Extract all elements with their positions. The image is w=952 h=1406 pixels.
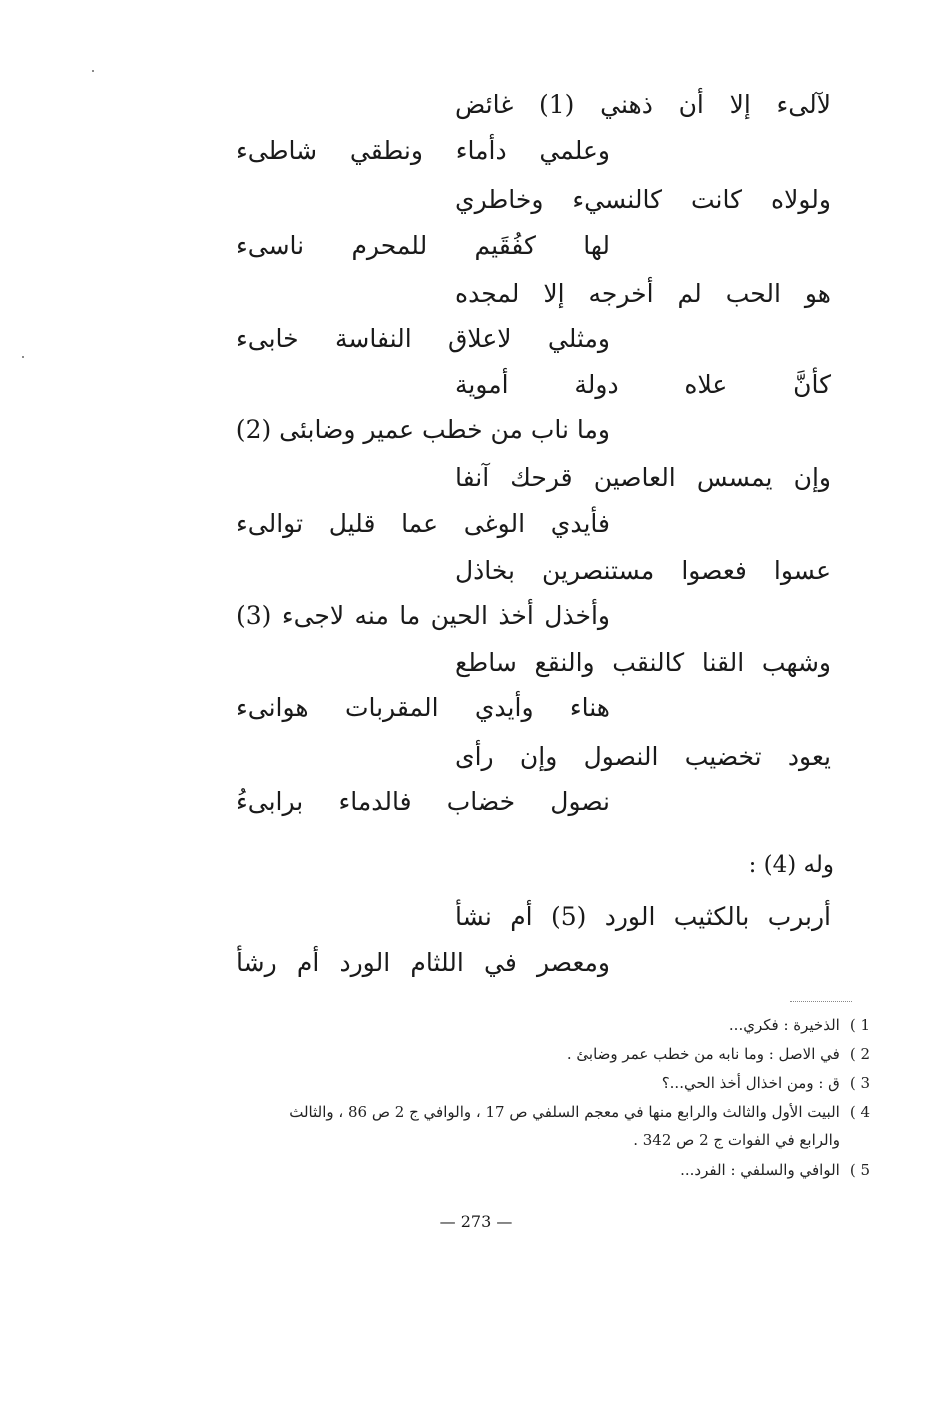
verse-2-second-hemistich: لها كفُقَيم للمحرم ناسىء xyxy=(236,231,610,260)
footnote-number: 1 ) xyxy=(849,1016,870,1034)
verse-7-first-hemistich: وشهب القنا كالنقب والنقع ساطع xyxy=(455,648,831,677)
footnote-1 xyxy=(729,1014,870,1036)
verse-4-first-hemistich: كأنَّ علاه دولة أموية xyxy=(455,370,831,399)
verse-3-first-hemistich: هو الحب لم أخرجه إلا لمجده xyxy=(455,279,831,308)
footnote-4 xyxy=(289,1101,870,1123)
scan-speck xyxy=(92,70,94,72)
footnote-5 xyxy=(680,1159,870,1181)
verse-9-second-hemistich: ومعصر في اللثام الورد أم رشأ xyxy=(236,948,610,977)
footnote-4-continuation: والرابع في الفوات ج 2 ص 342 . xyxy=(633,1131,840,1149)
scan-speck xyxy=(22,356,24,358)
footnote-text: ق : ومن اخذال أخذ الحي...؟ xyxy=(661,1074,840,1092)
verse-8-second-hemistich: نصول خضاب فالدماء برابىءُ xyxy=(236,787,610,816)
footnote-text: الذخيرة : فكري... xyxy=(728,1016,840,1034)
footnote-text: الوافي والسلفي : الفرد... xyxy=(680,1161,840,1179)
verse-1-second-hemistich: وعلمي دأماء ونطقي شاطىء xyxy=(236,136,610,165)
footnote-number: 4 ) xyxy=(849,1103,870,1121)
poem-intro: وله (4) : xyxy=(748,852,834,878)
footnote-text: البيت الأول والثالث والرابع منها في معجم السلفي ص 17 ، والوافي ج 2 ص 86 ، والثالث xyxy=(289,1103,840,1121)
footnote-number: 3 ) xyxy=(849,1074,870,1092)
verse-2-first-hemistich: ولولاه كانت كالنسيء وخاطري xyxy=(455,185,831,214)
verse-5-second-hemistich: فأيدي الوغى عما قليل توالىء xyxy=(236,509,610,538)
verse-5-first-hemistich: وإن يمسس العاصين قرحك آنفا xyxy=(455,463,831,492)
verse-8-first-hemistich: يعود تخضيب النصول وإن رأى xyxy=(455,742,831,771)
footnote-text: في الاصل : وما نابه من خطب عمر وضابئ . xyxy=(566,1045,840,1063)
verse-9-first-hemistich: أربرب بالكثيب الورد (5) أم نشأ xyxy=(455,902,831,931)
verse-6-first-hemistich: عسوا فعصوا مستنصرين بخاذل xyxy=(455,556,831,585)
footnote-number: 5 ) xyxy=(849,1161,870,1179)
footnote-number: 2 ) xyxy=(849,1045,870,1063)
footnote-3 xyxy=(662,1072,870,1094)
verse-4-second-hemistich: وما ناب من خطب عمير وضابئى (2) xyxy=(235,415,610,444)
verse-6-second-hemistich: وأخذل أخذ الحين ما منه لاجىء (3) xyxy=(236,601,610,630)
footnote-2 xyxy=(567,1043,870,1065)
footnote-separator xyxy=(790,1001,852,1002)
verse-3-second-hemistich: ومثلي لاعلاق النفاسة خابىء xyxy=(236,324,610,353)
verse-7-second-hemistich: هناء وأيدي المقربات هوانىء xyxy=(236,693,610,722)
verse-1-first-hemistich: لآلىء إلا أن ذهني (1) غائض xyxy=(455,90,831,119)
page-number: — 273 — xyxy=(439,1212,513,1231)
